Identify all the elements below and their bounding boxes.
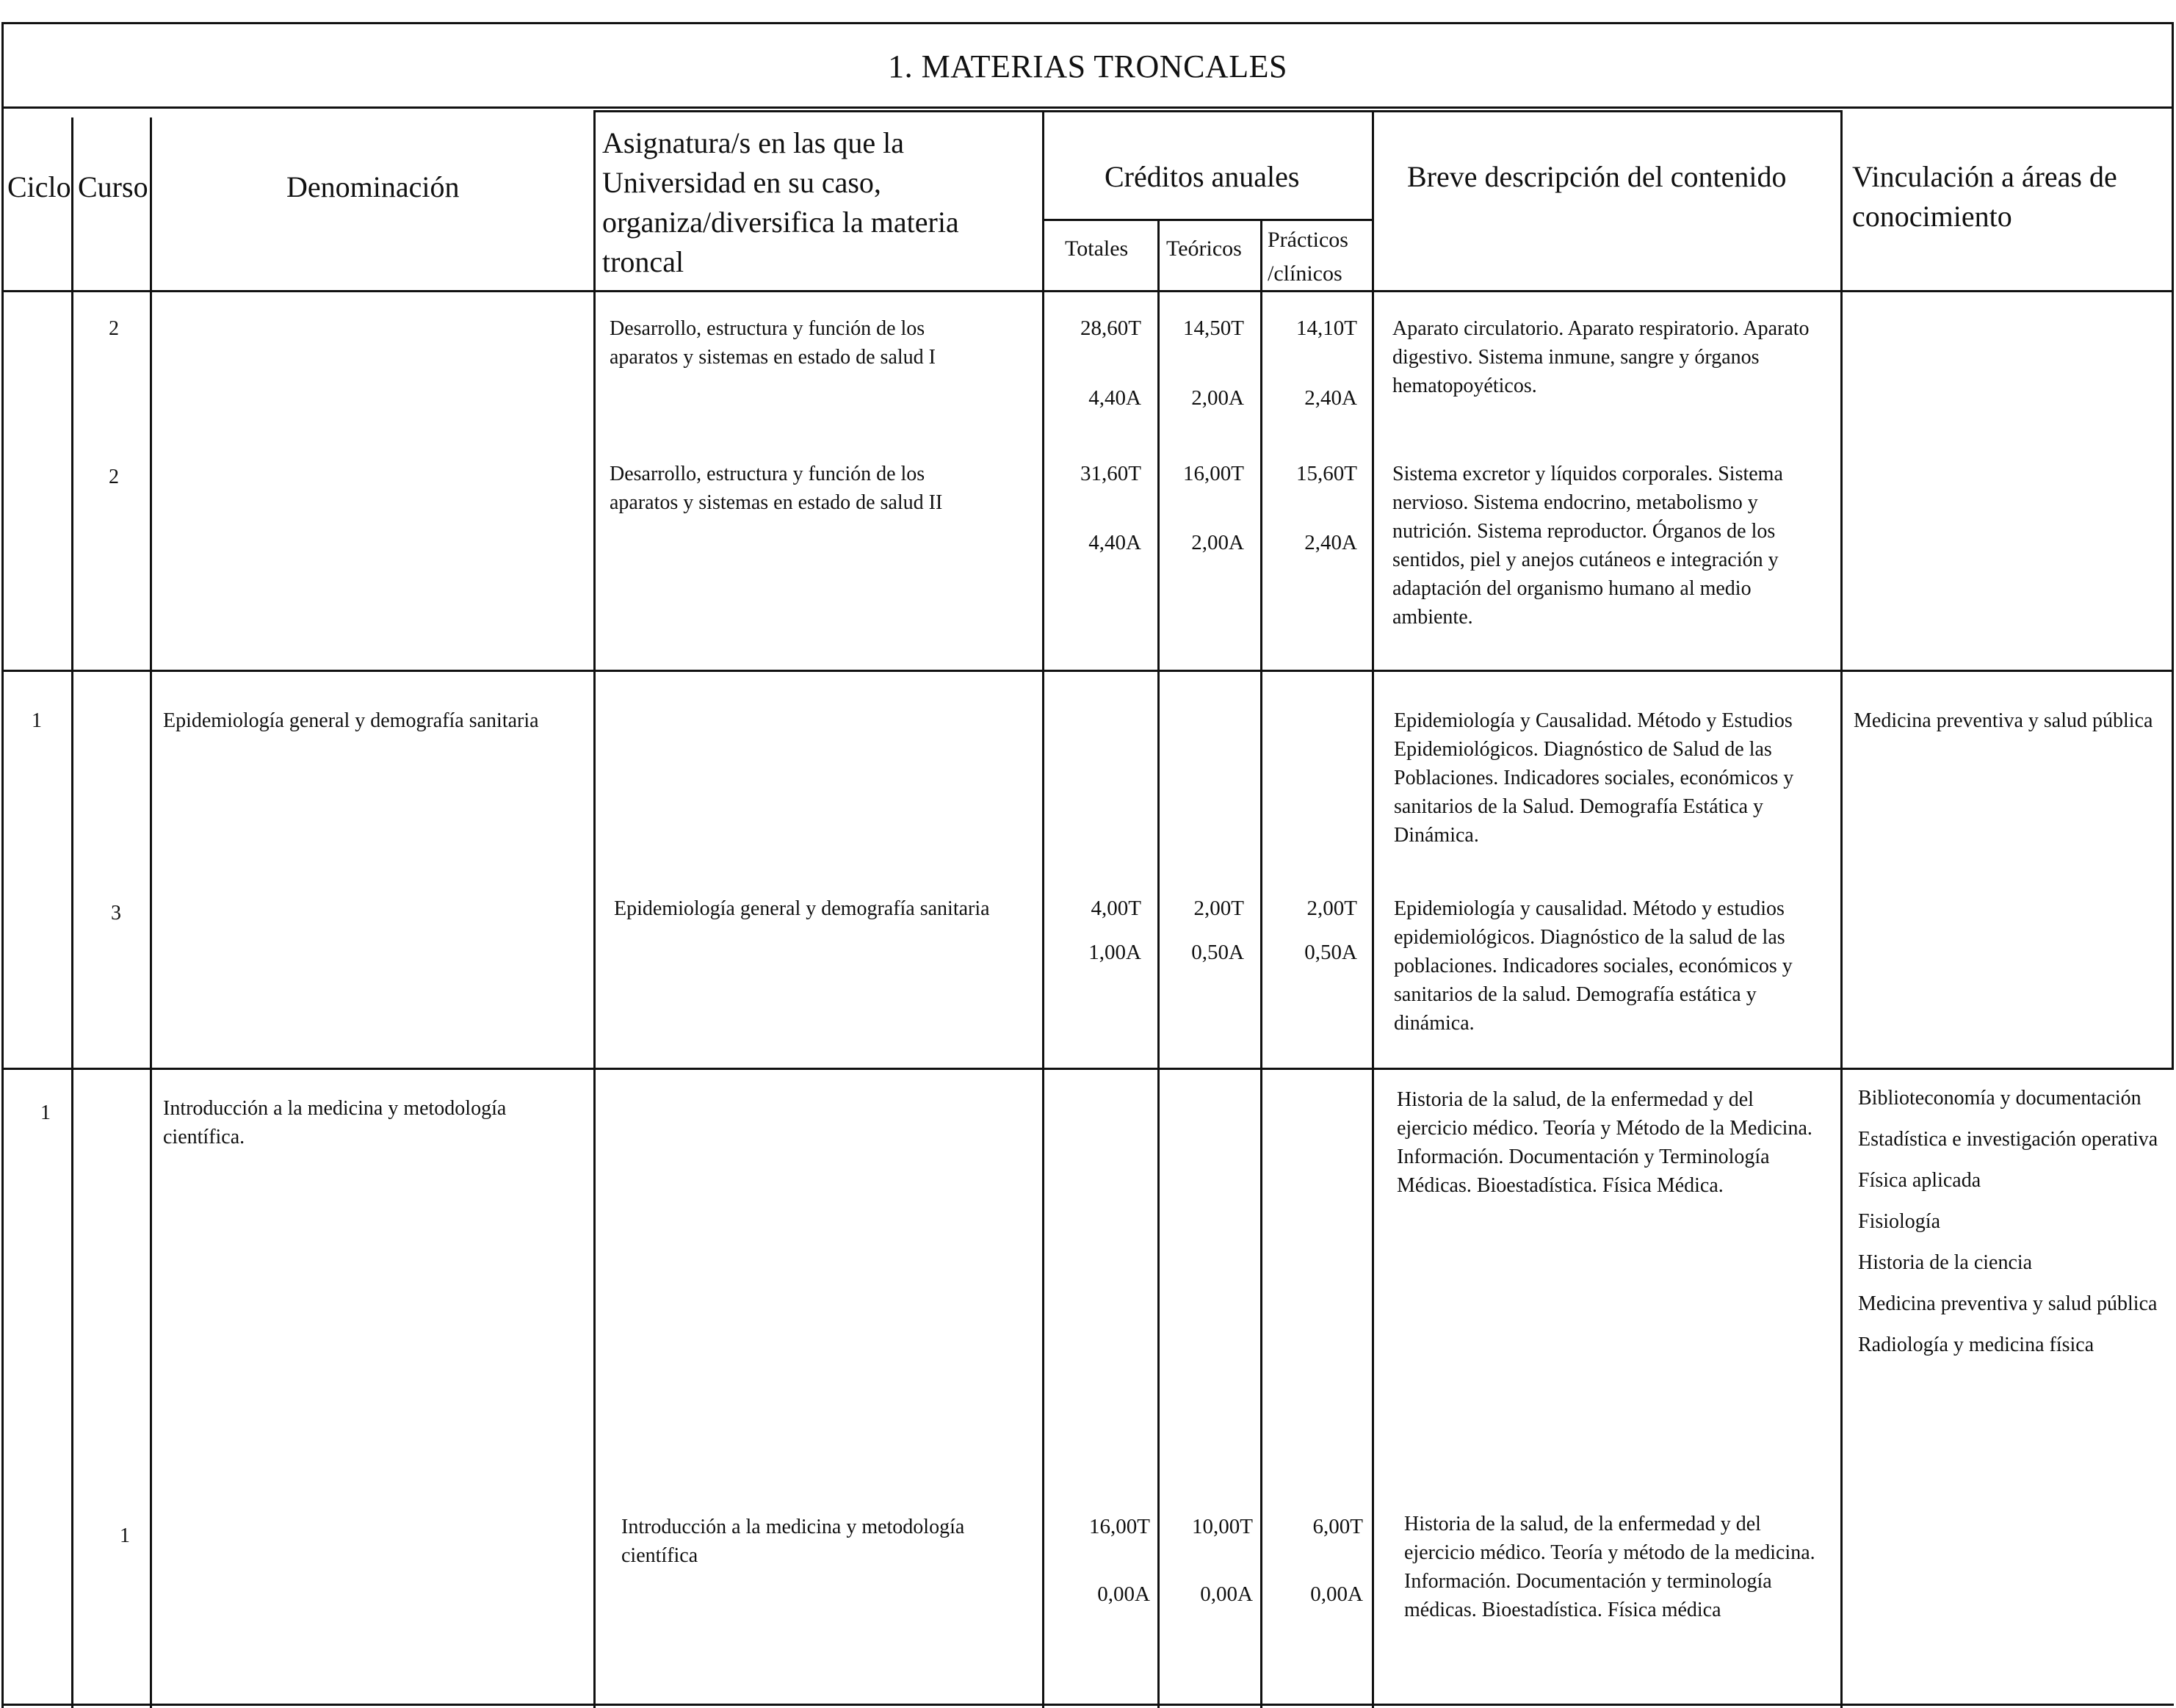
header-bottom-line: [1, 290, 2174, 292]
row4-totales-a: 1,00A: [1088, 941, 1141, 964]
area-item: Estadística e investigación operativa: [1858, 1128, 2158, 1151]
header-vinculacion: Vinculación a áreas de conocimiento: [1852, 160, 2117, 233]
header-teoricos: Teóricos: [1166, 236, 1242, 261]
header-totales: Totales: [1065, 236, 1129, 261]
row3-denominacion: Epidemiología general y demografía sanitaria: [163, 709, 539, 732]
row6-teoricos-t: 10,00T: [1192, 1515, 1253, 1538]
area-item: Biblioteconomía y documentación: [1858, 1087, 2141, 1110]
row6-totales-t: 16,00T: [1089, 1515, 1150, 1538]
header-top-mid-line: [593, 110, 1842, 112]
row-separator-2: [1, 1068, 2174, 1070]
area-item: Radiología y medicina física: [1858, 1334, 2094, 1356]
row2-practicos-a: 2,40A: [1304, 531, 1357, 554]
table-border-right: [2172, 109, 2174, 1068]
col-divider-curso: [150, 117, 152, 1708]
col-divider-descripcion: [1840, 110, 1843, 1708]
row2-asignatura: Desarrollo, estructura y función de los aparatos y sistemas en estado de salud II: [610, 463, 943, 514]
table-border-left: [1, 109, 4, 1708]
area-item: Medicina preventiva y salud pública: [1858, 1292, 2158, 1315]
row5-denominacion: Introducción a la medicina y metodología científica.: [163, 1097, 507, 1148]
col-divider-asignatura: [1042, 110, 1044, 1708]
col-divider-practicos: [1372, 110, 1374, 1708]
row6-curso: 1: [120, 1524, 130, 1547]
row2-descripcion: Sistema excretor y líquidos corporales. Sistema nervioso. Sistema endocrino, metabolismo y nutrición. Sistema reproductor. Órganos de los sentidos, piel y anejos cutáneos e integración y adaptación del organismo humano al medio ambiente.: [1392, 463, 1783, 629]
page-title: 1. MATERIAS TRONCALES: [888, 48, 1287, 84]
header-curso: Curso: [78, 170, 148, 203]
col-divider-denominacion: [593, 110, 596, 1708]
col-divider-totales: [1157, 220, 1160, 1708]
header-creditos: Créditos anuales: [1105, 160, 1300, 193]
row1-practicos-a: 2,40A: [1304, 386, 1357, 410]
row4-totales-t: 4,00T: [1091, 897, 1141, 920]
table-bottom-line: [1, 1704, 2174, 1706]
row2-practicos-t: 15,60T: [1296, 462, 1357, 485]
header-denominacion: Denominación: [286, 170, 460, 203]
row4-curso: 3: [111, 902, 121, 924]
row3-vinculacion: Medicina preventiva y salud pública: [1854, 709, 2153, 732]
row-separator-1: [1, 670, 2174, 672]
row2-teoricos-a: 2,00A: [1191, 531, 1244, 554]
row4-teoricos-a: 0,50A: [1191, 941, 1244, 964]
row1-asignatura: Desarrollo, estructura y función de los aparatos y sistemas en estado de salud I: [610, 317, 936, 369]
header-asignatura: Asignatura/s en las que la Universidad en su caso, organiza/diversifica la materia troncal: [602, 126, 959, 278]
header-ciclo: Ciclo: [7, 170, 71, 203]
row6-practicos-a: 0,00A: [1310, 1582, 1363, 1606]
row3-descripcion: Epidemiología y Causalidad. Método y Estudios Epidemiológicos. Diagnóstico de Salud de las Poblaciones. Indicadores sociales, económicos y sanitarios de la Salud. Demografía Estática y Dinámica.: [1394, 709, 1794, 847]
col-divider-teoricos: [1260, 220, 1262, 1708]
row6-descripcion: Historia de la salud, de la enfermedad y del ejercicio médico. Teoría y método de la medicina. Información. Documentación y terminología médicas. Bioestadística. Física médica: [1404, 1513, 1815, 1621]
row1-curso: 2: [109, 317, 119, 340]
row2-teoricos-t: 16,00T: [1183, 462, 1244, 485]
row3-ciclo: 1: [32, 709, 42, 732]
row2-totales-t: 31,60T: [1080, 462, 1141, 485]
row1-totales-a: 4,40A: [1088, 386, 1141, 410]
row4-practicos-t: 2,00T: [1306, 897, 1357, 920]
row5-areas-list: [1858, 1084, 2166, 1372]
row4-practicos-a: 0,50A: [1304, 941, 1357, 964]
creditos-subheader-line: [1042, 219, 1374, 221]
header-practicos: Prácticos /clínicos: [1268, 228, 1348, 286]
row6-totales-a: 0,00A: [1097, 1582, 1150, 1606]
area-item: Física aplicada: [1858, 1169, 1981, 1192]
row2-curso: 2: [109, 466, 119, 488]
area-item: Fisiología: [1858, 1210, 1941, 1233]
title-box: [1, 22, 2174, 109]
col-divider-ciclo: [71, 117, 73, 1708]
row1-practicos-t: 14,10T: [1296, 316, 1357, 340]
row4-asignatura: Epidemiología general y demografía sanitaria: [614, 897, 990, 920]
row6-practicos-t: 6,00T: [1312, 1515, 1363, 1538]
row6-teoricos-a: 0,00A: [1200, 1582, 1253, 1606]
row5-descripcion: Historia de la salud, de la enfermedad y del ejercicio médico. Teoría y Método de la Medicina. Información. Documentación y Terminología Médicas. Bioestadística. Física Médica.: [1397, 1088, 1812, 1197]
header-descripcion: Breve descripción del contenido: [1407, 160, 1787, 193]
row4-teoricos-t: 2,00T: [1193, 897, 1244, 920]
row5-ciclo: 1: [40, 1101, 51, 1124]
row1-totales-t: 28,60T: [1080, 316, 1141, 340]
row4-descripcion: Epidemiología y causalidad. Método y estudios epidemiológicos. Diagnóstico de la salud de las poblaciones. Indicadores sociales, económicos y sanitarios de la salud. Demografía estática y dinámica.: [1394, 897, 1793, 1035]
row2-totales-a: 4,40A: [1088, 531, 1141, 554]
row1-teoricos-t: 14,50T: [1183, 316, 1244, 340]
row1-descripcion: Aparato circulatorio. Aparato respiratorio. Aparato digestivo. Sistema inmune, sangre y órganos hematopoyéticos.: [1392, 317, 1810, 397]
row6-asignatura: Introducción a la medicina y metodología científica: [621, 1516, 965, 1567]
area-item: Historia de la ciencia: [1858, 1251, 2033, 1274]
row1-teoricos-a: 2,00A: [1191, 386, 1244, 410]
